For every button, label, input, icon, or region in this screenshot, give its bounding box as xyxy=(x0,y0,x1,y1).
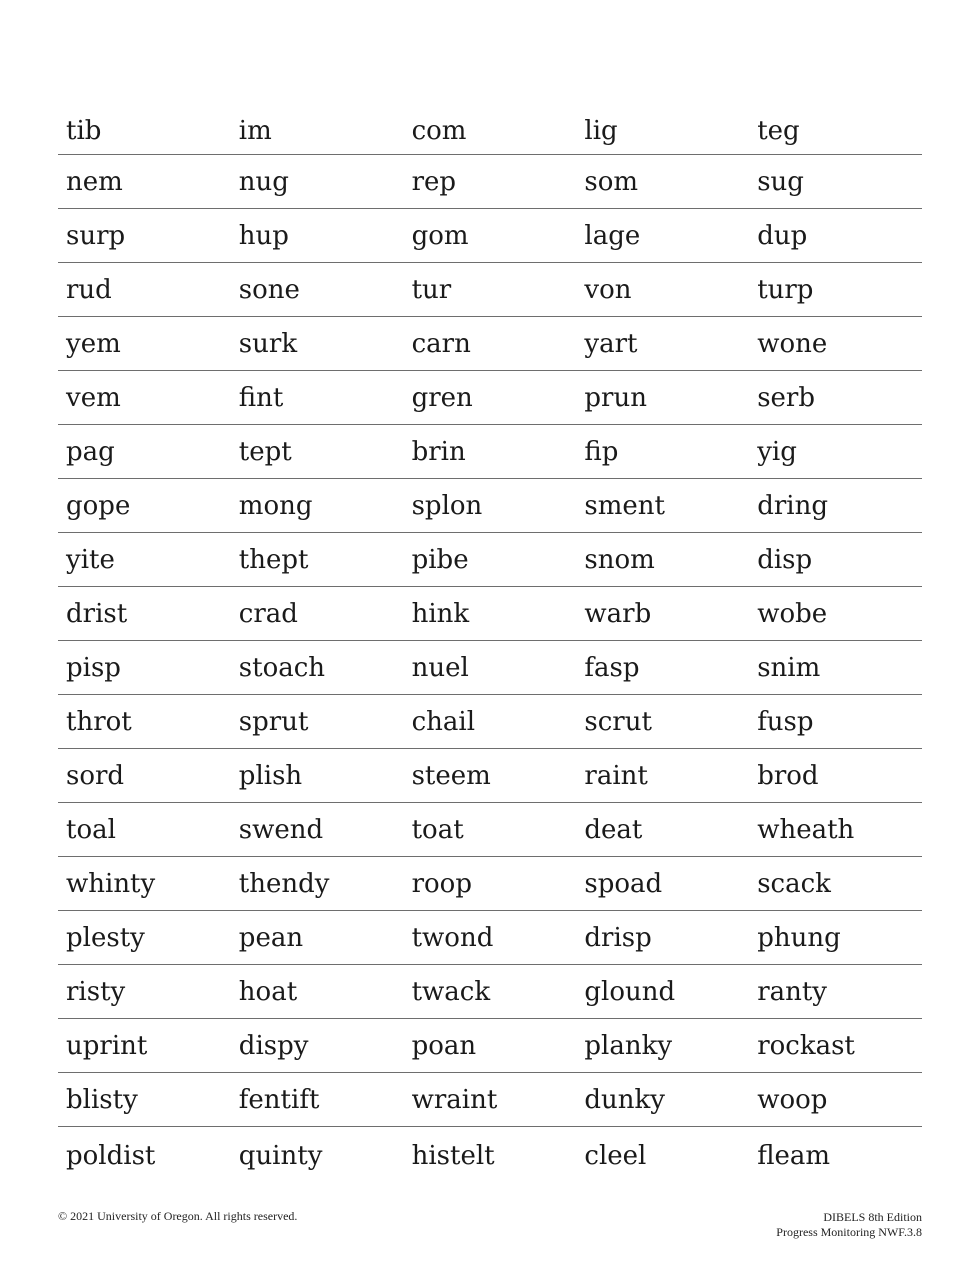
word-cell: lig xyxy=(584,116,618,146)
word-cell: yart xyxy=(584,328,638,359)
word-cell: prun xyxy=(584,382,647,413)
word-cell: swend xyxy=(238,814,324,845)
word-cell: sprut xyxy=(238,706,309,737)
word-cell: uprint xyxy=(66,1030,148,1061)
word-cell: crad xyxy=(238,598,298,629)
word-cell: surk xyxy=(238,328,298,359)
word-cell: scrut xyxy=(584,706,652,737)
word-cell: fleam xyxy=(757,1140,831,1171)
word-cell: tept xyxy=(238,436,292,467)
word-cell: steem xyxy=(411,760,491,791)
word-cell: splon xyxy=(411,490,483,521)
word-cell: im xyxy=(238,116,272,146)
word-cell: planky xyxy=(584,1030,673,1061)
word-cell: roop xyxy=(411,868,472,899)
word-cell: nuel xyxy=(411,652,469,683)
word-cell: poan xyxy=(411,1030,477,1061)
word-row xyxy=(58,856,922,910)
word-table xyxy=(58,102,922,1184)
word-cell: fint xyxy=(238,382,284,413)
word-cell: von xyxy=(584,274,632,305)
word-row xyxy=(58,262,922,316)
word-cell: ranty xyxy=(757,976,827,1007)
word-cell: plesty xyxy=(66,922,145,953)
word-cell: thendy xyxy=(238,868,330,899)
word-cell: tur xyxy=(411,274,452,305)
word-cell: glound xyxy=(584,976,676,1007)
word-cell: woop xyxy=(757,1084,828,1115)
word-cell: serb xyxy=(757,382,815,413)
word-cell: som xyxy=(584,166,639,197)
word-row xyxy=(58,964,922,1018)
word-cell: nug xyxy=(238,166,289,197)
word-row xyxy=(58,1126,922,1184)
word-row xyxy=(58,802,922,856)
word-row xyxy=(58,748,922,802)
word-cell: twond xyxy=(411,922,494,953)
copyright-notice: © 2021 University of Oregon. All rights reserved. xyxy=(58,1209,298,1223)
word-cell: wheath xyxy=(757,814,855,845)
word-cell: warb xyxy=(584,598,652,629)
word-cell: com xyxy=(411,116,467,146)
word-cell: tib xyxy=(66,116,102,146)
word-cell: fentift xyxy=(238,1084,320,1115)
word-cell: yem xyxy=(66,328,121,359)
word-cell: drist xyxy=(66,598,128,629)
edition-label: DIBELS 8th Edition xyxy=(823,1210,922,1224)
word-cell: whinty xyxy=(66,868,156,899)
word-cell: poldist xyxy=(66,1140,156,1171)
word-cell: turp xyxy=(757,274,814,305)
word-cell: wobe xyxy=(757,598,828,629)
word-cell: yig xyxy=(757,436,797,467)
word-row xyxy=(58,102,922,154)
word-cell: sone xyxy=(238,274,300,305)
word-cell: risty xyxy=(66,976,126,1007)
word-cell: sment xyxy=(584,490,665,521)
word-cell: throt xyxy=(66,706,132,737)
word-cell: fip xyxy=(584,436,619,467)
word-cell: pean xyxy=(238,922,304,953)
word-row xyxy=(58,208,922,262)
word-cell: fusp xyxy=(757,706,814,737)
word-cell: hup xyxy=(238,220,289,251)
word-cell: thept xyxy=(238,544,309,575)
word-cell: sug xyxy=(757,166,804,197)
word-cell: gom xyxy=(411,220,469,251)
word-row xyxy=(58,154,922,208)
word-cell: rockast xyxy=(757,1030,855,1061)
word-cell: blisty xyxy=(66,1084,138,1115)
word-cell: surp xyxy=(66,220,126,251)
word-cell: nem xyxy=(66,166,123,197)
word-cell: quinty xyxy=(238,1140,323,1171)
word-cell: disp xyxy=(757,544,813,575)
form-identifier xyxy=(776,1210,922,1240)
word-cell: mong xyxy=(238,490,313,521)
word-cell: dup xyxy=(757,220,808,251)
word-cell: raint xyxy=(584,760,648,791)
word-cell: gren xyxy=(411,382,473,413)
word-row xyxy=(58,1072,922,1126)
word-cell: pibe xyxy=(411,544,469,575)
word-cell: brin xyxy=(411,436,466,467)
word-cell: fasp xyxy=(584,652,640,683)
word-cell: dispy xyxy=(238,1030,309,1061)
word-cell: scack xyxy=(757,868,831,899)
word-row xyxy=(58,586,922,640)
word-cell: carn xyxy=(411,328,471,359)
word-row xyxy=(58,370,922,424)
word-row xyxy=(58,478,922,532)
word-cell: hoat xyxy=(238,976,298,1007)
word-cell: teg xyxy=(757,116,800,146)
word-cell: plish xyxy=(238,760,303,791)
word-row xyxy=(58,640,922,694)
word-row xyxy=(58,532,922,586)
word-cell: chail xyxy=(411,706,476,737)
word-cell: cleel xyxy=(584,1140,647,1171)
word-cell: toal xyxy=(66,814,116,845)
form-label: Progress Monitoring NWF.3.8 xyxy=(776,1225,922,1239)
word-row xyxy=(58,316,922,370)
word-cell: pag xyxy=(66,436,115,467)
word-cell: dunky xyxy=(584,1084,665,1115)
word-cell: yite xyxy=(66,544,115,575)
word-row xyxy=(58,424,922,478)
word-cell: spoad xyxy=(584,868,663,899)
word-cell: dring xyxy=(757,490,828,521)
word-cell: wraint xyxy=(411,1084,498,1115)
word-cell: twack xyxy=(411,976,491,1007)
word-cell: drisp xyxy=(584,922,652,953)
word-cell: brod xyxy=(757,760,819,791)
word-cell: vem xyxy=(66,382,121,413)
word-cell: snim xyxy=(757,652,821,683)
word-cell: lage xyxy=(584,220,641,251)
word-cell: rud xyxy=(66,274,112,305)
word-cell: sord xyxy=(66,760,125,791)
word-cell: toat xyxy=(411,814,464,845)
word-cell: stoach xyxy=(238,652,326,683)
word-row xyxy=(58,694,922,748)
word-cell: hink xyxy=(411,598,470,629)
word-cell: gope xyxy=(66,490,131,521)
word-cell: deat xyxy=(584,814,643,845)
word-cell: snom xyxy=(584,544,655,575)
word-cell: rep xyxy=(411,166,457,197)
word-cell: phung xyxy=(757,922,841,953)
word-cell: wone xyxy=(757,328,828,359)
word-cell: pisp xyxy=(66,652,121,683)
word-cell: histelt xyxy=(411,1140,495,1171)
word-row xyxy=(58,1018,922,1072)
word-row xyxy=(58,910,922,964)
